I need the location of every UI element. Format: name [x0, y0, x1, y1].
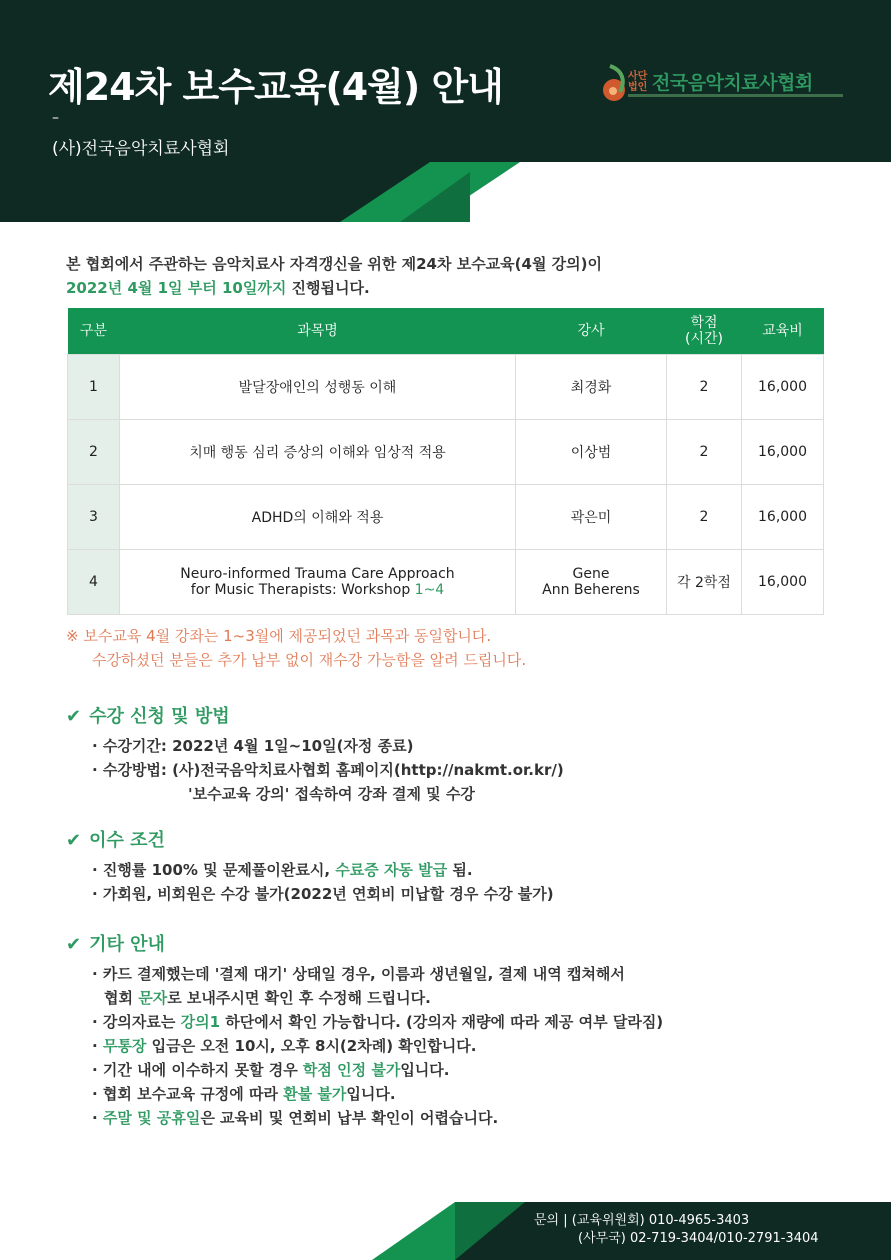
- row-instructor: 이상범: [516, 419, 667, 484]
- row-instructor: Gene Ann Beherens: [516, 549, 667, 614]
- row-instructor: 최경화: [516, 354, 667, 419]
- row-credit: 2: [667, 484, 742, 549]
- section-registration-body: · 수강기간: 2022년 4월 1일~10일(자정 종료) · 수강방법: (사)전국음악치료사협회 홈페이지(http://nakmt.or.kr/) '보수교육 강의' 접속하여 강좌 결제 및 수강: [92, 737, 564, 803]
- row-no: 3: [68, 484, 120, 549]
- table-row: [68, 419, 824, 484]
- section-completion-title: ✔ 이수 조건: [66, 830, 165, 851]
- intro-line-1: 본 협회에서 주관하는 음악치료사 자격갱신을 위한 제24차 보수교육(4월 강의)이: [66, 255, 602, 273]
- row-credit: 각 2학점: [667, 549, 742, 614]
- check-icon: ✔: [66, 706, 82, 727]
- intro-period: 2022년 4월 1일 부터 10일까지: [66, 279, 287, 297]
- title-dash: –: [52, 110, 59, 126]
- section-other-title: ✔ 기타 안내: [66, 934, 165, 955]
- rerun-notice: ※ 보수교육 4월 강좌는 1~3월에 제공되었던 과목과 동일합니다. 수강하셨던 분들은 추가 납부 없이 재수강 가능함을 알려 드립니다.: [66, 627, 527, 669]
- row-subject: 발달장애인의 성행동 이해: [120, 354, 516, 419]
- table-row: [68, 549, 824, 614]
- header-subject: 과목명: [120, 308, 516, 354]
- music-note-icon: [600, 62, 630, 104]
- intro-line-2: 2022년 4월 1일 부터 10일까지 진행됩니다.: [66, 279, 370, 297]
- row-no: 2: [68, 419, 120, 484]
- header-no: 구분: [68, 308, 120, 354]
- table-header-row: [68, 308, 824, 354]
- row-fee: 16,000: [742, 419, 824, 484]
- row-fee: 16,000: [742, 354, 824, 419]
- section-completion-body: · 진행률 100% 및 문제풀이완료시, 수료증 자동 발급 됨. · 가회원, 비회원은 수강 불가(2022년 연회비 미납할 경우 수강 불가): [92, 861, 554, 903]
- course-table: [67, 308, 824, 615]
- row-no: 4: [68, 549, 120, 614]
- table-row: [68, 354, 824, 419]
- row-credit: 2: [667, 419, 742, 484]
- check-icon: ✔: [66, 830, 82, 851]
- association-logo: [600, 62, 850, 112]
- section-other-body: · 카드 결제했는데 '결제 대기' 상태일 경우, 이름과 생년월일, 결제 내역 캡쳐해서 협회 문자로 보내주시면 확인 후 수정해 드립니다. · 강의자료는 강의1 하단에서 확인 가능합니다. (강의자 재량에 따라 제공 여부 달라짐) · 무통장 입금은 오전 10시, 오후 8시(2차례) 확인합니다. · 기간 내에 이수하지 못할 경우 학점 인정 불가입니다. · 협회 보수교육 규정에 따라 환불 불가입니다. · 주말 및 공휴일은 교육비 및 연회비 납부 확인이 어렵습니다.: [92, 965, 664, 1127]
- logo-underline: [628, 94, 843, 97]
- intro-text: [66, 252, 602, 300]
- page-title: 제24차 보수교육(4월) 안내: [48, 65, 503, 109]
- header-instructor: 강사: [516, 308, 667, 354]
- row-fee: 16,000: [742, 549, 824, 614]
- logo-name: 전국음악치료사협회: [652, 72, 813, 94]
- row-subject: ADHD의 이해와 적용: [120, 484, 516, 549]
- check-icon: ✔: [66, 934, 82, 955]
- organization-name: (사)전국음악치료사협회: [52, 139, 230, 159]
- row-instructor: 곽은미: [516, 484, 667, 549]
- contact-info: 문의 | (교육위원회) 010-4965-3403 (사무국) 02-719-3404/010-2791-3404: [534, 1213, 819, 1246]
- row-subject: 치매 행동 심리 증상의 이해와 임상적 적용: [120, 419, 516, 484]
- row-credit: 2: [667, 354, 742, 419]
- row-no: 1: [68, 354, 120, 419]
- table-row: [68, 484, 824, 549]
- row-fee: 16,000: [742, 484, 824, 549]
- row-subject: Neuro-informed Trauma Care Approach for Music Therapists: Workshop 1~4: [120, 549, 516, 614]
- section-registration-title: ✔ 수강 신청 및 방법: [66, 706, 230, 727]
- footer-banner: [0, 1200, 891, 1260]
- logo-badge: 사단 법인: [628, 71, 648, 93]
- header-fee: 교육비: [742, 308, 824, 354]
- header-credit: 학점 (시간): [667, 308, 742, 354]
- header-banner: [0, 0, 891, 222]
